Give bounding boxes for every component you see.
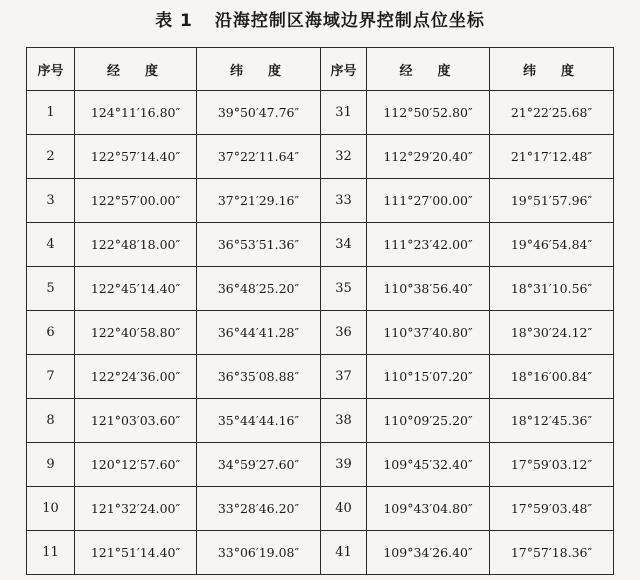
cell-longitude-left: 122°57′00.00″ — [75, 179, 197, 223]
table-number: 表 1 — [155, 11, 193, 31]
cell-latitude-left: 33°06′19.08″ — [197, 531, 321, 575]
cell-seq-right: 32 — [321, 135, 367, 179]
cell-longitude-right: 110°37′40.80″ — [367, 311, 490, 355]
cell-latitude-right: 17°57′18.36″ — [490, 531, 614, 575]
table-row — [27, 179, 614, 223]
cell-latitude-left: 36°35′08.88″ — [197, 355, 321, 399]
cell-seq-right: 33 — [321, 179, 367, 223]
cell-seq-left: 6 — [27, 311, 75, 355]
cell-seq-left: 5 — [27, 267, 75, 311]
cell-latitude-right: 17°59′03.12″ — [490, 443, 614, 487]
cell-seq-right: 41 — [321, 531, 367, 575]
cell-seq-left: 11 — [27, 531, 75, 575]
cell-latitude-left: 34°59′27.60″ — [197, 443, 321, 487]
cell-seq-left: 1 — [27, 91, 75, 135]
table-row — [27, 443, 614, 487]
cell-latitude-right: 21°22′25.68″ — [490, 91, 614, 135]
cell-latitude-left: 36°48′25.20″ — [197, 267, 321, 311]
header-longitude-right: 经 度 — [367, 48, 490, 91]
header-longitude-left: 经 度 — [75, 48, 197, 91]
table-row — [27, 355, 614, 399]
cell-seq-left: 9 — [27, 443, 75, 487]
cell-longitude-left: 121°51′14.40″ — [75, 531, 197, 575]
table-row — [27, 223, 614, 267]
header-row — [27, 48, 614, 91]
cell-seq-left: 7 — [27, 355, 75, 399]
cell-seq-left: 4 — [27, 223, 75, 267]
cell-longitude-right: 109°45′32.40″ — [367, 443, 490, 487]
cell-seq-right: 40 — [321, 487, 367, 531]
cell-latitude-right: 17°59′03.48″ — [490, 487, 614, 531]
cell-latitude-left: 39°50′47.76″ — [197, 91, 321, 135]
header-seq-left: 序号 — [27, 48, 75, 91]
cell-seq-right: 36 — [321, 311, 367, 355]
cell-longitude-left: 122°45′14.40″ — [75, 267, 197, 311]
cell-latitude-right: 21°17′12.48″ — [490, 135, 614, 179]
cell-longitude-right: 111°27′00.00″ — [367, 179, 490, 223]
cell-seq-right: 34 — [321, 223, 367, 267]
table-body — [27, 91, 614, 575]
cell-seq-right: 38 — [321, 399, 367, 443]
cell-seq-right: 31 — [321, 91, 367, 135]
header-latitude-right: 纬 度 — [490, 48, 614, 91]
cell-latitude-right: 18°31′10.56″ — [490, 267, 614, 311]
table-row — [27, 531, 614, 575]
cell-latitude-right: 18°16′00.84″ — [490, 355, 614, 399]
cell-seq-left: 2 — [27, 135, 75, 179]
cell-longitude-right: 109°34′26.40″ — [367, 531, 490, 575]
cell-latitude-right: 18°30′24.12″ — [490, 311, 614, 355]
cell-latitude-left: 37°21′29.16″ — [197, 179, 321, 223]
cell-longitude-left: 122°24′36.00″ — [75, 355, 197, 399]
cell-longitude-left: 122°40′58.80″ — [75, 311, 197, 355]
cell-latitude-left: 33°28′46.20″ — [197, 487, 321, 531]
cell-longitude-left: 122°57′14.40″ — [75, 135, 197, 179]
cell-latitude-left: 36°44′41.28″ — [197, 311, 321, 355]
coordinate-table — [26, 47, 614, 575]
cell-seq-left: 10 — [27, 487, 75, 531]
cell-latitude-right: 19°46′54.84″ — [490, 223, 614, 267]
cell-longitude-right: 110°15′07.20″ — [367, 355, 490, 399]
cell-longitude-left: 121°03′03.60″ — [75, 399, 197, 443]
header-latitude-left: 纬 度 — [197, 48, 321, 91]
table-row — [27, 91, 614, 135]
cell-seq-left: 8 — [27, 399, 75, 443]
table-row — [27, 399, 614, 443]
cell-longitude-left: 121°32′24.00″ — [75, 487, 197, 531]
cell-seq-left: 3 — [27, 179, 75, 223]
cell-seq-right: 37 — [321, 355, 367, 399]
cell-longitude-right: 109°43′04.80″ — [367, 487, 490, 531]
cell-seq-right: 39 — [321, 443, 367, 487]
cell-seq-right: 35 — [321, 267, 367, 311]
cell-latitude-left: 36°53′51.36″ — [197, 223, 321, 267]
table-row — [27, 135, 614, 179]
cell-latitude-right: 18°12′45.36″ — [490, 399, 614, 443]
table-caption — [0, 6, 640, 31]
table-row — [27, 267, 614, 311]
cell-latitude-left: 35°44′44.16″ — [197, 399, 321, 443]
cell-longitude-right: 110°38′56.40″ — [367, 267, 490, 311]
cell-longitude-right: 112°50′52.80″ — [367, 91, 490, 135]
cell-longitude-left: 120°12′57.60″ — [75, 443, 197, 487]
cell-longitude-left: 122°48′18.00″ — [75, 223, 197, 267]
header-seq-right: 序号 — [321, 48, 367, 91]
cell-longitude-right: 111°23′42.00″ — [367, 223, 490, 267]
table-title: 沿海控制区海域边界控制点位坐标 — [214, 11, 485, 31]
table-row — [27, 311, 614, 355]
cell-longitude-left: 124°11′16.80″ — [75, 91, 197, 135]
cell-longitude-right: 110°09′25.20″ — [367, 399, 490, 443]
cell-latitude-left: 37°22′11.64″ — [197, 135, 321, 179]
cell-latitude-right: 19°51′57.96″ — [490, 179, 614, 223]
cell-longitude-right: 112°29′20.40″ — [367, 135, 490, 179]
table-row — [27, 487, 614, 531]
